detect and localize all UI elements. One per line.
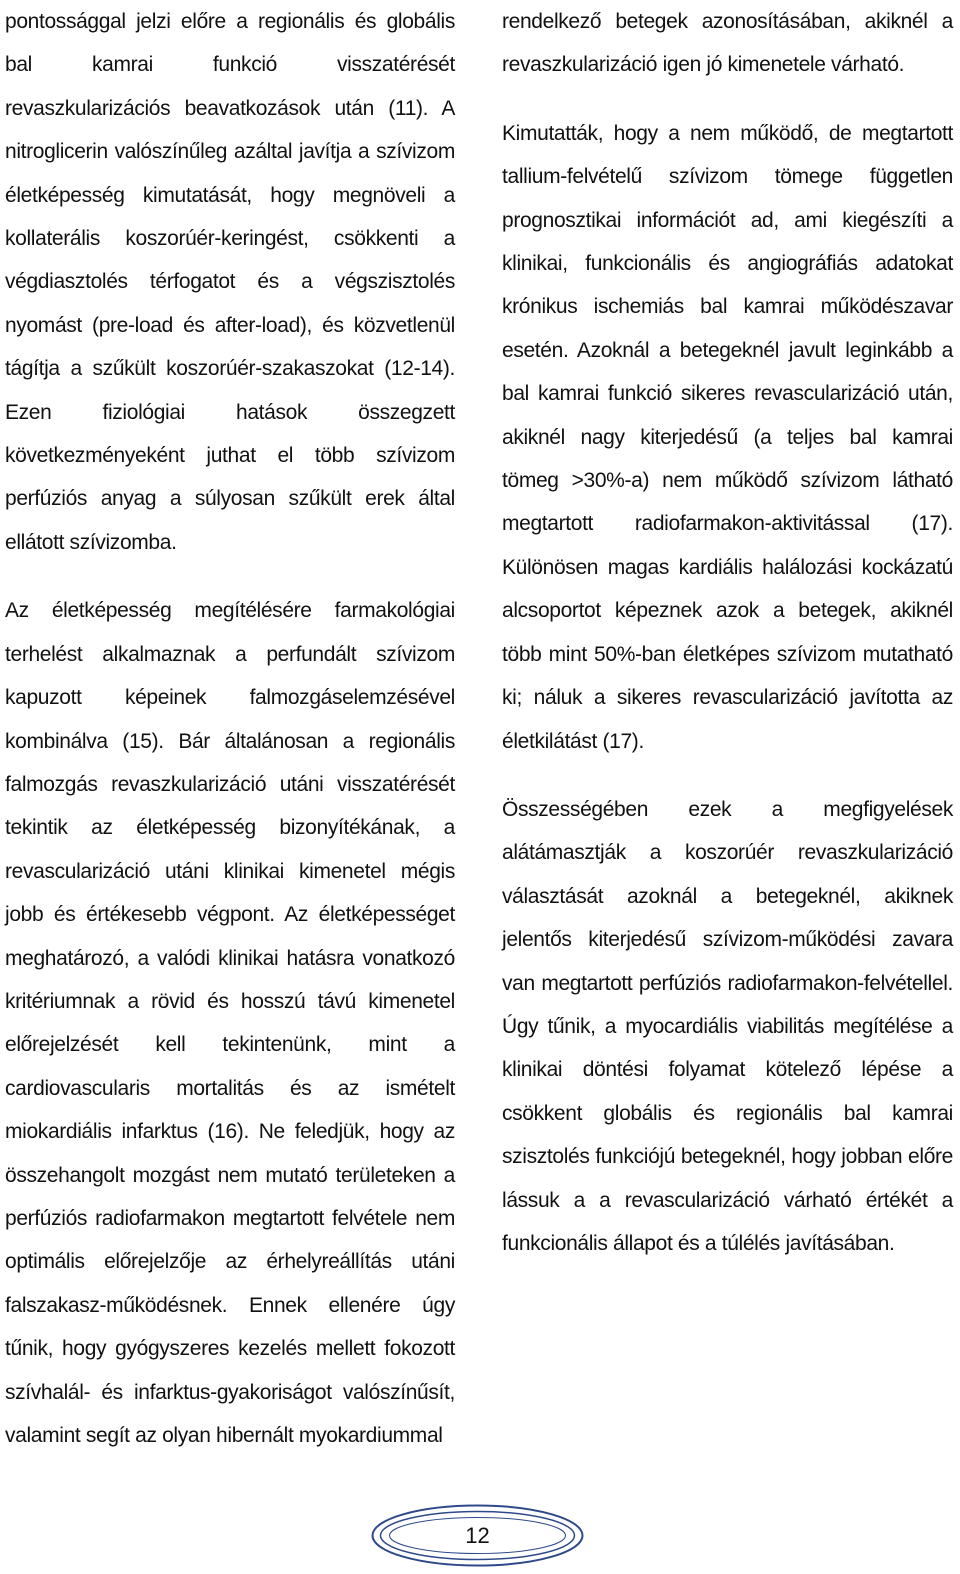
paragraph-right-3: Összességében ezek a megfigyelések alátámasztják a koszorúér revaszkularizáció választását azoknál a betegeknél, akiknek jelentős kiterjedésű szívizom-működési zavara van megtartott perfúziós radiofarmakon-felvétellel. Úgy tűnik, a myocardiális viabilitás megítélése a klinikai döntési folyamat kötelező lépése a csökkent globális és regionális bal kamrai szisztolés funkciójú betegeknél, hogy jobban előre lássuk a a revascularizáció várható értékét a funkcionális állapot és a túlélés javításában. [502, 797, 953, 1255]
right-text-column [502, 0, 953, 1265]
left-text-column [5, 0, 455, 1457]
paragraph-left-1: pontossággal jelzi előre a regionális és globális bal kamrai funkció visszatérését revaszkularizációs beavatkozások után (11). A nitroglicerin valószínűleg azáltal javítja a szívizom életképesség kimutatását, hogy megnöveli a kollaterális koszorúér-keringést, csökkenti a végdiasztolés térfogatot és a végszisztolés nyomást (pre-load és after-load), és közvetlenül tágítja a szűkült koszorúér-szakaszokat (12-14). Ezen fiziológiai hatások összegzett következményeként juthat el több szívizom perfúziós anyag a súlyosan szűkült erek által ellátott szívizomba. [5, 10, 455, 554]
paragraph-right-1: rendelkező betegek azonosításában, akiknél a revaszkularizáció igen jó kimenetele várható. [502, 10, 953, 77]
paragraph-right-2: Kimutatták, hogy a nem működő, de megtartott tallium-felvételű szívizom tömege független prognosztikai információt ad, ami kiegészíti a klinikai, funkcionális és angiográfiás adatokat krónikus ischemiás bal kamrai működészavar esetén. Azoknál a betegeknél javult leginkább a bal kamrai funkció sikeres revascularizáció után, akiknél nagy kiterjedésű (a teljes bal kamrai tömeg >30%-a) nem működő szívizom látható megtartott radiofarmakon-aktivitással (17). Különösen magas kardiális halálozási kockázatú alcsoportot képeznek azok a betegek, akiknél több mint 50%-ban életképes szívizom mutatható ki; náluk a sikeres revascularizáció javította az életkilátást (17). [502, 121, 953, 753]
page-number: 12 [465, 1523, 490, 1548]
page-number-badge [370, 1503, 585, 1568]
paragraph-left-2: Az életképesség megítélésére farmakológiai terhelést alkalmaznak a perfundált szívizom kapuzott képeinek falmozgáselemzésével kombinálva (15). Bár általánosan a regionális falmozgás revaszkularizáció utáni visszatérését tekintik az életképesség bizonyítékának, a revascularizáció utáni klinikai kimenetel mégis jobb és értékesebb végpont. Az életképességet meghatározó, a valódi klinikai hatásra vonatkozó kritériumnak a rövid és hosszú távú kimenetel előrejelzését kell tekintenünk, mint a cardiovascularis mortalitás és az ismételt miokardiális infarktus (16). Ne feledjük, hogy az összehangolt mozgást nem mutató területeken a perfúziós radiofarmakon megtartott felvétele nem optimális előrejelzője az érhelyreállítás utáni falszakasz-működésnek. Ennek ellenére úgy tűnik, hogy gyógyszeres kezelés mellett fokozott szívhalál- és infarktus-gyakoriságot valószínűsít, valamint segít az olyan hibernált myokardiummal [5, 599, 455, 1447]
